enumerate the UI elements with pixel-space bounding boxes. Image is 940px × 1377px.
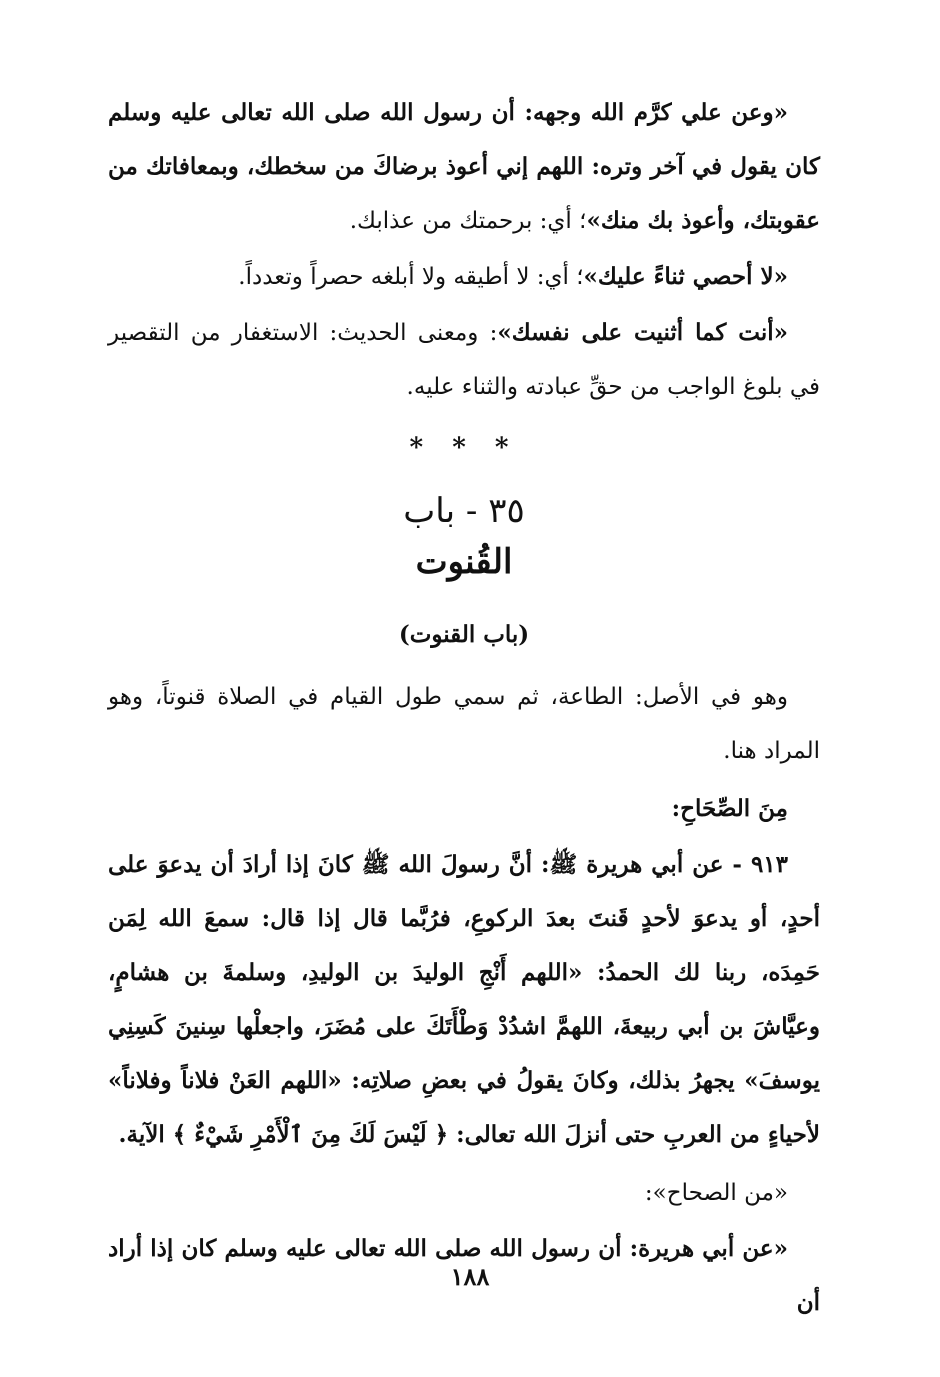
commentary-paragraph-5: «عن أبي هريرة: أن رسول الله صلى الله تعالى عليه وسلم كان إذا أراد أن [108,1235,820,1316]
commentary-explanation-3: : ومعنى الحديث: الاستغفار من التقصير في بلوغ الواجب من حقِّ عبادته والثناء عليه. [108,320,820,400]
chapter-title: القُنوت [415,542,513,582]
commentary-paragraph-3 [108,306,820,414]
commentary-explanation-1: ؛ أي: برحمتك من عذابك. [349,208,587,234]
quoted-sihah-subheading: «من الصحاح»: [644,1180,788,1206]
commentary-paragraph-1 [108,86,820,248]
page-body [108,86,820,1330]
hadith-quote-ali: «وعن علي كرَّم الله وجهه: أن رسول الله صلى الله تعالى عليه وسلم كان يقول في آخر وتره: اللهم إني أعوذ برضاكَ من سخطك، وبمعافاتك من عقوبتك، وأعوذ بك منك» [108,99,820,234]
section-title: (باب القنوت) [398,621,530,648]
definition-paragraph: وهو في الأصل: الطاعة، ثم سمي طول القيام في الصلاة قنوتاً، وهو المراد هنا. [108,684,820,764]
page-number: ١٨٨ [450,1262,490,1291]
section-separator: * * * [409,433,519,463]
hadith-quote-nafs: «أنت كما أثنيت على نفسك» [497,319,788,346]
commentary-paragraph-2 [108,250,820,304]
chapter-number-heading: ٣٥ - باب [403,491,525,531]
hadith-quote-thana: «لا أحصي ثناءً عليك» [583,263,788,290]
hadith-913-text: ٩١٣ - عن أبي هريرة ﷺ: أنَّ رسولَ الله ﷺ كانَ إذا أرادَ أن يدعوَ على أحدٍ، أو يدعوَ لأحدٍ قَنتَ بعدَ الركوعِ، فرُبَّما قال إذا قال: سمعَ الله لِمَن حَمِدَه، ربنا لك الحمدُ: «اللهم أَنْجِ الوليدَ بن الوليدِ، وسلمةَ بن هشامٍ، وعيَّاشَ بن أبي ربيعةَ، اللهمَّ اشدُدْ وَطْأَتَكَ على مُضَرَ، واجعلْها سِنينَ كَسِنِي يوسفَ» يجهرُ بذلك، وكانَ يقولُ في بعضِ صلاتِه: «اللهم العَنْ فلاناً وفلاناً» لأحياءٍ من العربِ حتى أنزلَ الله تعالى: ﴿ لَيْسَ لَكَ مِنَ ٱلْأَمْرِ شَيْءٌ ﴾ الآية. [108,851,820,1148]
sihah-subheading: مِنَ الصِّحَاحِ: [671,795,788,822]
commentary-explanation-2: ؛ أي: لا أطيقه ولا أبلغه حصراً وتعدداً. [238,264,584,290]
